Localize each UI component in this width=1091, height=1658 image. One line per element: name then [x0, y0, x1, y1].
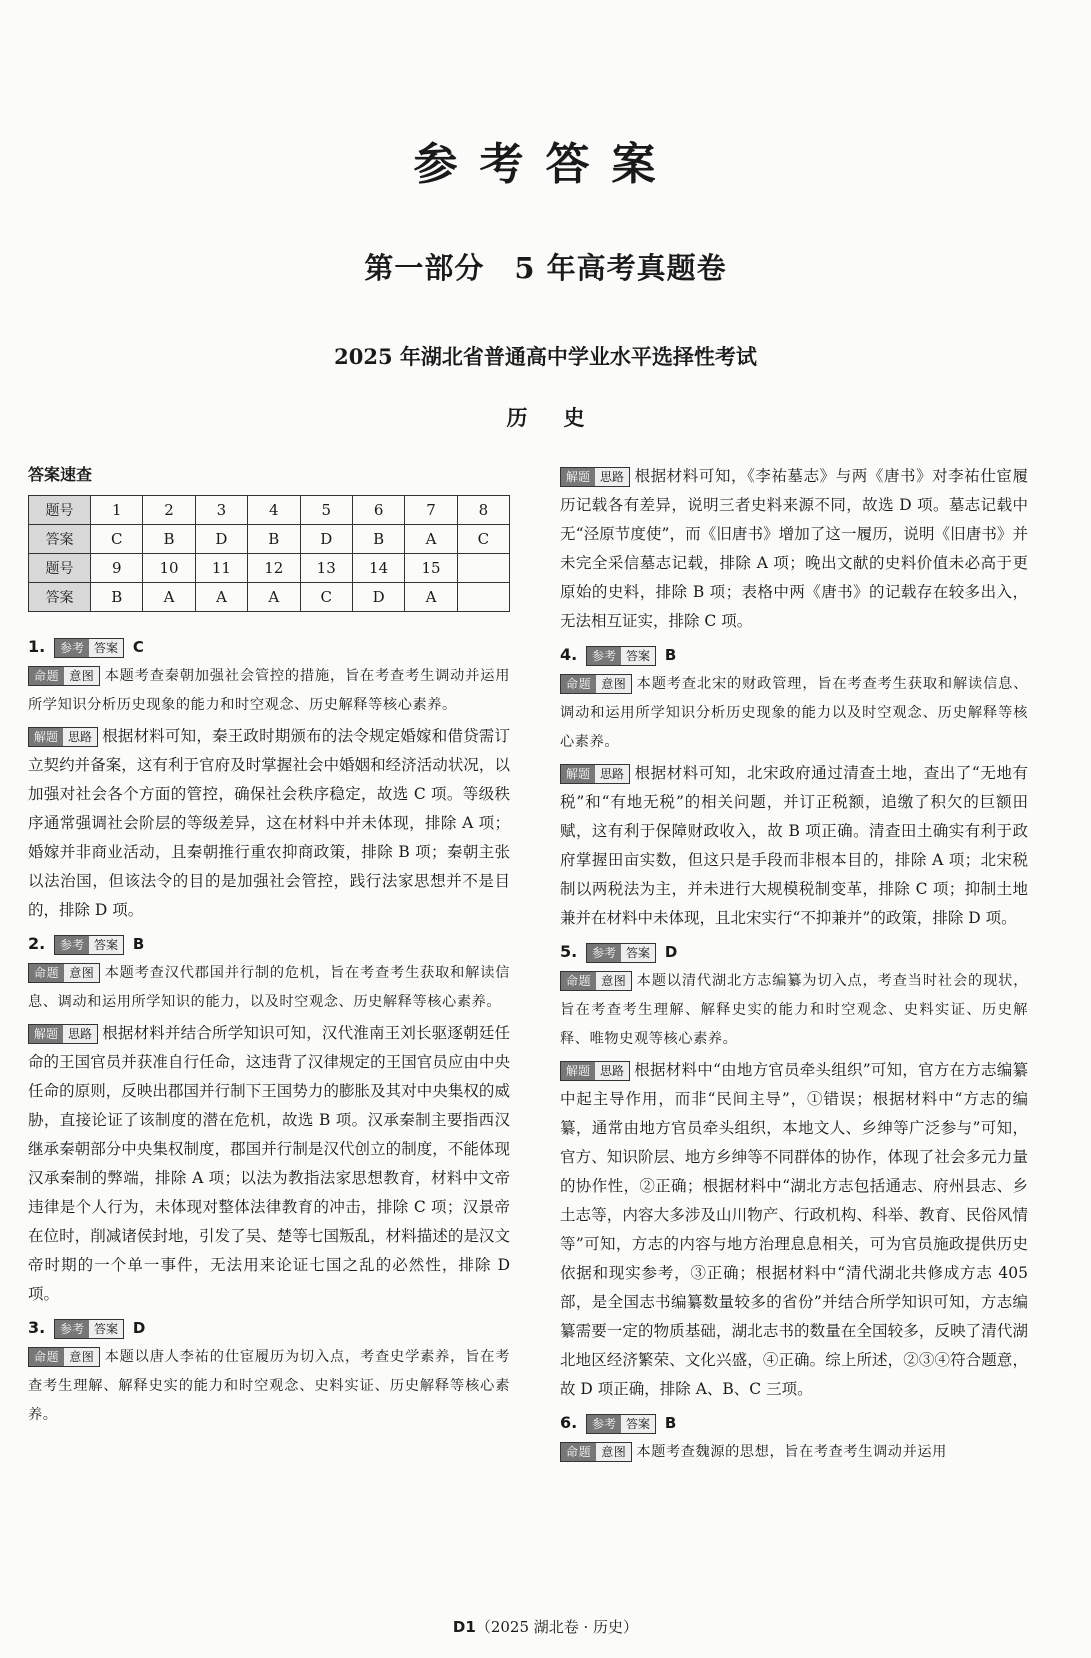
table-cell	[457, 583, 509, 612]
table-cell: A	[405, 583, 457, 612]
intent-paragraph: 命题 意图 本题考查秦朝加强社会管控的措施，旨在考查考生调动并运用所学知识分析历史现象的能力和时空观念、历史解释等核心素养。	[28, 668, 510, 713]
part-title: 第一部分 5 年高考真题卷	[364, 251, 727, 285]
subject-title: 历史	[506, 405, 621, 430]
intent-badge: 命题 意图	[560, 971, 632, 991]
answer-value: B	[664, 1414, 677, 1432]
left-column	[28, 462, 510, 1436]
reference-answer-badge: 参考 答案	[54, 638, 124, 658]
table-cell: 7	[405, 496, 457, 525]
question-4	[560, 642, 1028, 933]
question-head	[28, 634, 510, 660]
row-header: 题号	[29, 554, 91, 583]
intent-badge: 命题 意图	[28, 963, 100, 983]
solution-badge: 解题 思路	[560, 467, 630, 487]
solution-paragraph: 解题 思路 根据材料可知，《李祐墓志》与两《唐书》对李祐仕宦履历记载各有差异，说明三者史料来源不同，故选 D 项。墓志记载中无“泾原节度使”，而《旧唐书》增加了这一履历，说明《旧唐书》并未完全采信墓志记载，排除 A 项；晚出文献的史料价值未必高于更原始的史料，排除 B 项；表格中两《唐书》的记载存在较多出入，无法相互证实，排除 C 项。	[560, 467, 1028, 630]
table-cell: 8	[457, 496, 509, 525]
intent-badge: 命题 意图	[28, 666, 100, 686]
table-cell: 14	[352, 554, 404, 583]
table-cell: B	[248, 525, 300, 554]
page-title: 参考答案	[413, 139, 678, 190]
answer-table	[28, 495, 510, 612]
table-cell: A	[405, 525, 457, 554]
intent-badge: 命题 意图	[28, 1347, 100, 1367]
question-number: 4.	[560, 645, 578, 664]
solution-paragraph: 解题 思路 根据材料中“由地方官员牵头组织”可知，官方在方志编纂中起主导作用，而非“民间主导”，①错误；根据材料中“方志的编纂，通常由地方官员牵头组织，本地文人、乡绅等广泛参与”可知，官方、知识阶层、地方乡绅等不同群体的协作，体现了社会多元力量的协作性，②正确；根据材料中“湖北方志包括通志、府州县志、乡土志等，内容大多涉及山川物产、行政机构、科举、教育、民俗风情等”可知，方志的内容与地方治理息息相关，可为官员施政提供历史依据和现实参考，③正确；根据材料中“清代湖北共修成方志 405 部，是全国志书编纂数量较多的省份”并结合所学知识可知，方志编纂需要一定的物质基础，湖北志书的数量在全国较多，反映了清代湖北地区经济繁荣、文化兴盛，④正确。综上所述，②③④符合题意，故 D 项正确，排除 A、B、C 三项。	[560, 1061, 1028, 1398]
row-header: 题号	[29, 496, 91, 525]
solution-badge: 解题 思路	[28, 1024, 98, 1044]
question-6	[560, 1410, 1028, 1467]
table-cell: 3	[195, 496, 247, 525]
table-cell: D	[195, 525, 247, 554]
table-cell: 12	[248, 554, 300, 583]
solution-paragraph: 解题 思路 根据材料可知，秦王政时期颁布的法令规定婚嫁和借贷需订立契约并备案，这有利于官府及时掌握社会中婚姻和经济活动状况，以加强对社会各个方面的管控，确保社会秩序稳定，故选 C 项。等级秩序通常强调社会阶层的等级差异，这在材料中并未体现，排除 A 项；婚嫁并非商业活动，且秦朝推行重农抑商政策，排除 B 项；秦朝主张以法治国，但该法令的目的是加强社会管控，践行法家思想并不是目的，排除 D 项。	[28, 727, 510, 919]
intent-badge: 命题 意图	[560, 674, 632, 694]
table-cell: C	[91, 525, 143, 554]
question-head	[560, 1410, 1028, 1436]
answer-value: D	[664, 943, 678, 961]
table-cell: A	[143, 583, 195, 612]
question-2	[28, 931, 510, 1309]
table-row	[29, 583, 510, 612]
question-5	[560, 939, 1028, 1404]
table-cell: D	[352, 583, 404, 612]
right-column	[560, 462, 1028, 1473]
intent-paragraph: 命题 意图 本题考查北宋的财政管理，旨在考查考生获取和解读信息、调动和运用所学知识分析历史现象的能力以及时空观念、历史解释等核心素养。	[560, 676, 1028, 750]
intent-paragraph: 命题 意图 本题以唐人李祐的仕宦履历为切入点，考查史学素养，旨在考查考生理解、解释史实的能力和时空观念、史料实证、历史解释等核心素养。	[28, 1349, 510, 1423]
table-cell	[457, 554, 509, 583]
row-header: 答案	[29, 525, 91, 554]
question-head	[560, 642, 1028, 668]
answer-value: B	[664, 646, 677, 664]
footer-info: （2025 湖北卷 · 历史）	[475, 1618, 639, 1636]
table-cell: A	[195, 583, 247, 612]
reference-answer-badge: 参考 答案	[586, 943, 656, 963]
table-cell: C	[457, 525, 509, 554]
solution-badge: 解题 思路	[560, 1061, 630, 1081]
table-cell: 4	[248, 496, 300, 525]
question-head	[560, 939, 1028, 965]
reference-answer-badge: 参考 答案	[586, 646, 656, 666]
table-cell: B	[143, 525, 195, 554]
table-cell: 1	[91, 496, 143, 525]
question-number: 1.	[28, 637, 46, 656]
intent-paragraph: 命题 意图 本题以清代湖北方志编纂为切入点，考查当时社会的现状，旨在考查考生理解、解释史实的能力和时空观念、史料实证、历史解释、唯物史观等核心素养。	[560, 973, 1028, 1047]
page-number: D1	[452, 1618, 476, 1636]
table-cell: A	[248, 583, 300, 612]
table-cell: 11	[195, 554, 247, 583]
table-cell: 9	[91, 554, 143, 583]
page-footer	[0, 1616, 1091, 1637]
table-cell: 5	[300, 496, 352, 525]
table-row	[29, 554, 510, 583]
intent-paragraph: 命题 意图 本题考查魏源的思想，旨在考查考生调动并运用	[560, 1438, 1028, 1467]
table-cell: B	[352, 525, 404, 554]
question-3-continued	[560, 462, 1028, 636]
row-header: 答案	[29, 583, 91, 612]
reference-answer-badge: 参考 答案	[54, 1319, 124, 1339]
table-row	[29, 496, 510, 525]
table-cell: D	[300, 525, 352, 554]
answer-value: B	[132, 935, 145, 953]
question-number: 2.	[28, 934, 46, 953]
exam-title: 2025 年湖北省普通高中学业水平选择性考试	[334, 344, 757, 369]
table-cell: 10	[143, 554, 195, 583]
intent-badge: 命题 意图	[560, 1442, 632, 1462]
question-number: 3.	[28, 1318, 46, 1337]
table-cell: 2	[143, 496, 195, 525]
question-head	[28, 1315, 510, 1341]
question-number: 6.	[560, 1413, 578, 1432]
table-cell: B	[91, 583, 143, 612]
answer-value: C	[132, 638, 144, 656]
reference-answer-badge: 参考 答案	[54, 935, 124, 955]
solution-paragraph: 解题 思路 根据材料可知，北宋政府通过清查土地，查出了“无地有税”和“有地无税”的相关问题，并订正税额，追缴了积欠的巨额田赋，这有利于保障财政收入，故 B 项正确。清查田土确实有利于政府掌握田亩实数，但这只是手段而非根本目的，排除 A 项；北宋税制以两税法为主，并未进行大规模税制变革，排除 C 项；抑制土地兼并在材料中未体现，且北宋实行“不抑兼并”的政策，排除 D 项。	[560, 764, 1028, 927]
question-number: 5.	[560, 942, 578, 961]
table-cell: 15	[405, 554, 457, 583]
table-cell: C	[300, 583, 352, 612]
question-3	[28, 1315, 510, 1430]
solution-badge: 解题 思路	[560, 764, 630, 784]
quick-check-title: 答案速查	[28, 465, 93, 484]
solution-badge: 解题 思路	[28, 727, 98, 747]
table-row	[29, 525, 510, 554]
answer-value: D	[132, 1319, 146, 1337]
intent-paragraph: 命题 意图 本题考查汉代郡国并行制的危机，旨在考查考生获取和解读信息、调动和运用所学知识的能力，以及时空观念、历史解释等核心素养。	[28, 965, 510, 1010]
solution-paragraph: 解题 思路 根据材料并结合所学知识可知，汉代淮南王刘长驱逐朝廷任命的王国官员并获准自行任命，这违背了汉律规定的王国官员应由中央任命的原则，反映出郡国并行制下王国势力的膨胀及其对中央集权的威胁，直接论证了该制度的潜在危机，故选 B 项。汉承秦制主要指西汉继承秦朝部分中央集权制度，郡国并行制是汉代创立的制度，不能体现汉承秦制的弊端，排除 A 项；以法为教指法家思想教育，材料中文帝违律是个人行为，未体现对整体法律教育的冲击，排除 C 项；汉景帝在位时，削减诸侯封地，引发了吴、楚等七国叛乱，材料描述的是汉文帝时期的一个单一事件，无法用来论证七国之乱的必然性，排除 D 项。	[28, 1024, 510, 1303]
question-head	[28, 931, 510, 957]
reference-answer-badge: 参考 答案	[586, 1414, 656, 1434]
question-1	[28, 634, 510, 925]
table-cell: 13	[300, 554, 352, 583]
table-cell: 6	[352, 496, 404, 525]
